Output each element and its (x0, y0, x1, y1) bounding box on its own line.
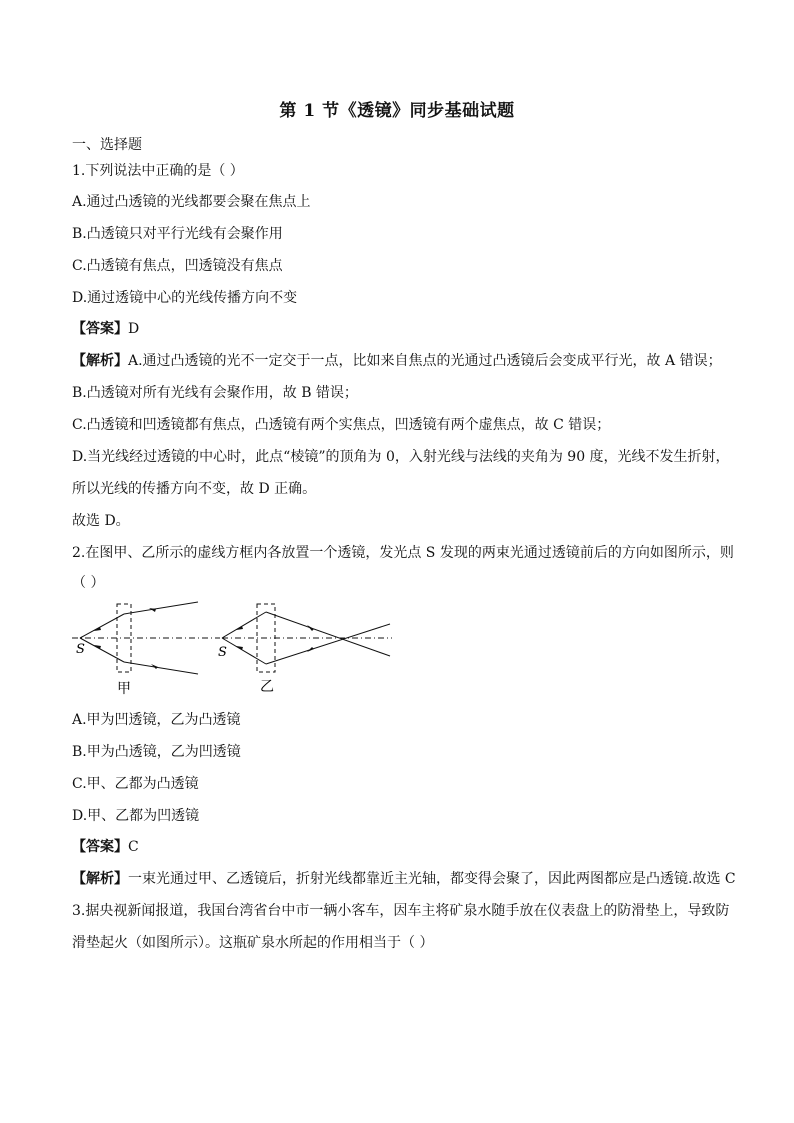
q1-option-b: B.凸透镜只对平行光线有会聚作用 (72, 226, 283, 242)
source-label-yi: S (218, 645, 227, 660)
label-jia: 甲 (117, 681, 131, 697)
lens-figure (70, 598, 400, 698)
q3-stem-line-2: 滑垫起火（如图所示）。这瓶矿泉水所起的作用相当于（ ） (72, 935, 434, 951)
analysis-tag: 【解析】 (72, 353, 128, 369)
ray-yi-lower-in (222, 638, 266, 664)
q1-option-a: A.通过凸透镜的光线都要会聚在焦点上 (72, 194, 311, 210)
q1-analysis-line-4: D.当光线经过透镜的中心时，此点“棱镜”的顶角为 0，入射光线与法线的夹角为 90 度，光线不发生折射， (72, 449, 730, 465)
q1-analysis-line-3: C.凸透镜和凹透镜都有焦点，凸透镜有两个实焦点，凹透镜有两个虚焦点，故 C 错误； (72, 417, 611, 433)
q1-answer (72, 320, 139, 338)
analysis-text: 一束光通过甲、乙透镜后，折射光线都靠近主光轴，都变得会聚了，因此两图都应是凸透镜.故选 C (128, 871, 736, 887)
source-label-jia: S (76, 642, 85, 657)
q1-analysis-line-5: 所以光线的传播方向不变，故 D 正确。 (72, 481, 317, 497)
q2-option-a: A.甲为凹透镜，乙为凸透镜 (72, 712, 241, 728)
q1-analysis-line-6: 故选 D。 (72, 513, 130, 529)
q2-option-d: D.甲、乙都为凹透镜 (72, 808, 200, 824)
q1-option-d: D.通过透镜中心的光线传播方向不变 (72, 290, 298, 306)
q2-analysis (72, 870, 736, 888)
answer-tag: 【答案】 (72, 839, 128, 855)
q1-stem: 1.下列说法中正确的是（ ） (72, 163, 244, 179)
ray-jia-upper-out (124, 602, 198, 614)
q2-option-c: C.甲、乙都为凸透镜 (72, 776, 199, 792)
q2-option-b: B.甲为凸透镜，乙为凹透镜 (72, 744, 241, 760)
q2-stem-line-1: 2.在图甲、乙所示的虚线方框内各放置一个透镜，发光点 S 发现的两束光通过透镜前后的方向如图所示，则 (72, 545, 734, 561)
figure-yi (218, 604, 392, 695)
answer-value: D (128, 321, 140, 337)
ray-yi-lower-out (266, 624, 390, 664)
q1-analysis-line-2: B.凸透镜对所有光线有会聚作用，故 B 错误； (72, 385, 358, 401)
analysis-tag: 【解析】 (72, 871, 128, 887)
figure-jia (72, 602, 220, 697)
label-yi: 乙 (260, 679, 274, 695)
answer-tag: 【答案】 (72, 321, 128, 337)
ray-yi-upper-out (266, 612, 390, 656)
q1-analysis-line-1 (72, 352, 722, 370)
q3-stem-line-1: 3.据央视新闻报道，我国台湾省台中市一辆小客车，因车主将矿泉水随手放在仪表盘上的防滑垫上，导致防 (72, 903, 730, 919)
section-heading: 一、选择题 (72, 137, 142, 153)
answer-value: C (128, 839, 139, 855)
q2-stem-line-2: （ ） (72, 575, 105, 591)
ray-jia-lower-out (124, 662, 198, 674)
ray-yi-upper-in (222, 612, 266, 638)
q2-answer (72, 838, 139, 856)
analysis-text: A.通过凸透镜的光不一定交于一点，比如来自焦点的光通过凸透镜后会变成平行光，故 A 错误； (128, 353, 722, 369)
page-title: 第 1 节《透镜》同步基础试题 (279, 101, 515, 121)
q1-option-c: C.凸透镜有焦点，凹透镜没有焦点 (72, 258, 283, 274)
